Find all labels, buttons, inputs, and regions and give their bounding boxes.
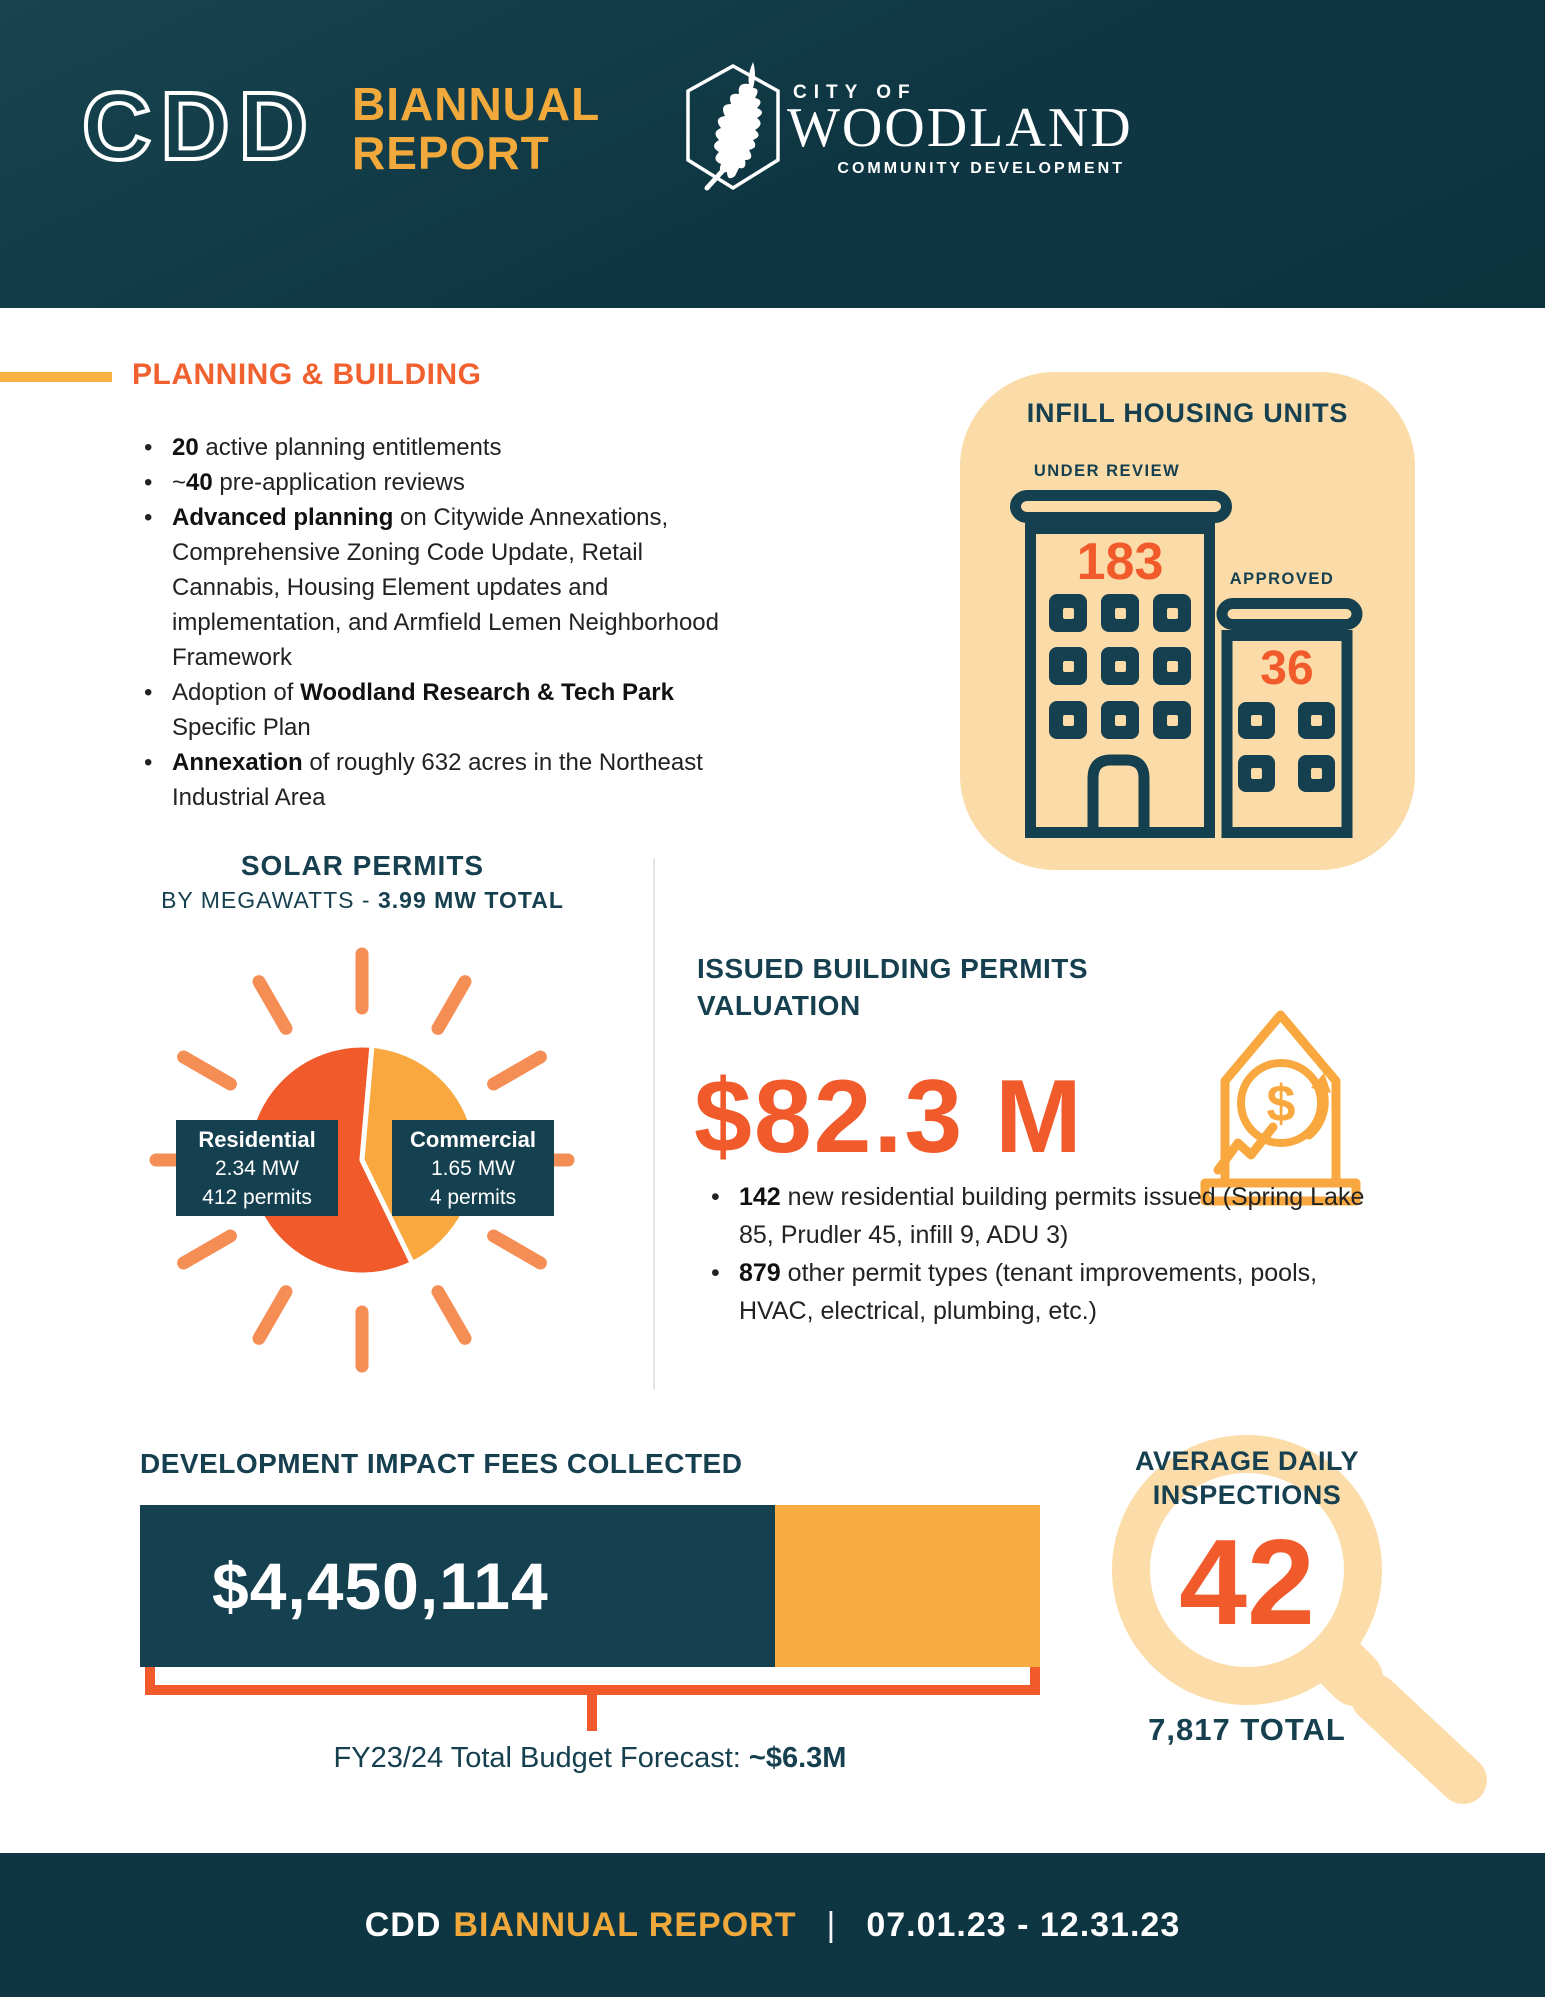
list-item: • Adoption of Woodland Research & Tech Park Specific Plan [138, 675, 738, 745]
impact-fees-bar-chart [140, 1505, 1040, 1667]
commercial-mw: 1.65 MW [430, 1157, 516, 1180]
commercial-permits: 4 permits [429, 1186, 517, 1209]
bracket-center-tick [587, 1695, 597, 1731]
inspections-heading [1087, 1444, 1407, 1512]
inspections-heading-line2: INSPECTIONS [1152, 1480, 1342, 1510]
residential-mw: 2.34 MW [214, 1157, 300, 1180]
list-item: • Advanced planning on Citywide Annexations, Comprehensive Zoning Code Update, Retail Cannabis, Housing Element updates and implementation, and Armfield Lemen Neighborhood Framework [138, 500, 738, 675]
valuation-amount: $82.3 M [694, 1059, 1084, 1175]
dollar-glyph: $ [1266, 1075, 1296, 1133]
inspections-value: 42 [1179, 1514, 1315, 1650]
valuation-heading [697, 950, 1088, 1024]
approved-value: 36 [1260, 642, 1314, 695]
report-title-line1: BIANNUAL [352, 78, 601, 130]
bracket-line [145, 1685, 1040, 1695]
solar-heading-block [95, 850, 630, 914]
vertical-divider [653, 858, 655, 1390]
house-dollar-icon [1193, 985, 1368, 1210]
planning-heading: PLANNING & BUILDING [132, 358, 482, 391]
approved-label: APPROVED [1229, 570, 1335, 588]
inspections-total: 7,817 TOTAL [1148, 1712, 1346, 1747]
list-item: • 142 new residential building permits issued (Spring Lake 85, Prudler 45, infill 9, ADU 3) [705, 1178, 1365, 1254]
collected-amount: $4,450,114 [212, 1549, 549, 1623]
inspections-heading-line1: AVERAGE DAILY [1134, 1446, 1360, 1476]
section-accent-dash [0, 372, 112, 382]
pie-label-commercial [392, 1120, 554, 1216]
planning-bullet-list [138, 430, 738, 815]
buildings-icon [960, 452, 1415, 870]
under-review-value: 183 [1076, 533, 1164, 591]
commercial-label: Commercial [410, 1127, 536, 1152]
list-item: • 20 active planning entitlements [138, 430, 738, 465]
list-item: • Annexation of roughly 632 acres in the Northeast Industrial Area [138, 745, 738, 815]
budget-forecast-text: FY23/24 Total Budget Forecast: ~$6.3M [333, 1742, 847, 1774]
footer-cdd: CDD [364, 1905, 442, 1944]
residential-permits: 412 permits [202, 1186, 312, 1209]
under-review-label: UNDER REVIEW [1033, 462, 1181, 480]
list-item: • 879 other permit types (tenant improvements, pools, HVAC, electrical, plumbing, etc.) [705, 1254, 1365, 1330]
infill-heading: INFILL HOUSING UNITS [1026, 398, 1349, 428]
collected-bar-segment [140, 1505, 775, 1667]
valuation-heading-line2: VALUATION [697, 990, 861, 1021]
footer-band [0, 1853, 1545, 1997]
impact-fees-heading: DEVELOPMENT IMPACT FEES COLLECTED [140, 1448, 743, 1479]
permit-bullet-list [705, 1178, 1365, 1330]
city-of-label: CITY OF [793, 82, 917, 103]
header-band [0, 0, 1545, 308]
footer-title: BIANNUAL REPORT [453, 1905, 797, 1944]
oak-leaf-hexagon-icon [683, 58, 783, 196]
solar-title: SOLAR PERMITS [240, 850, 485, 881]
footer-divider: | [826, 1905, 837, 1944]
city-name: WOODLAND [787, 97, 1133, 159]
department-label: COMMUNITY DEVELOPMENT [837, 160, 1125, 177]
footer-dates: 07.01.23 - 12.31.23 [866, 1905, 1181, 1944]
report-title [352, 80, 600, 178]
valuation-heading-line1: ISSUED BUILDING PERMITS [697, 953, 1089, 984]
pie-label-residential [176, 1120, 338, 1216]
right-building-windows [1238, 702, 1335, 792]
solar-subtitle: BY MEGAWATTS - 3.99 MW TOTAL [161, 887, 564, 913]
report-title-line2: REPORT [352, 127, 550, 179]
left-building-windows [1049, 594, 1191, 739]
remaining-bar-segment [775, 1505, 1040, 1667]
residential-label: Residential [198, 1127, 316, 1152]
list-item: • ~40 pre-application reviews [138, 465, 738, 500]
infill-housing-card [960, 372, 1415, 870]
cdd-outline-logo: CDD [82, 73, 317, 180]
